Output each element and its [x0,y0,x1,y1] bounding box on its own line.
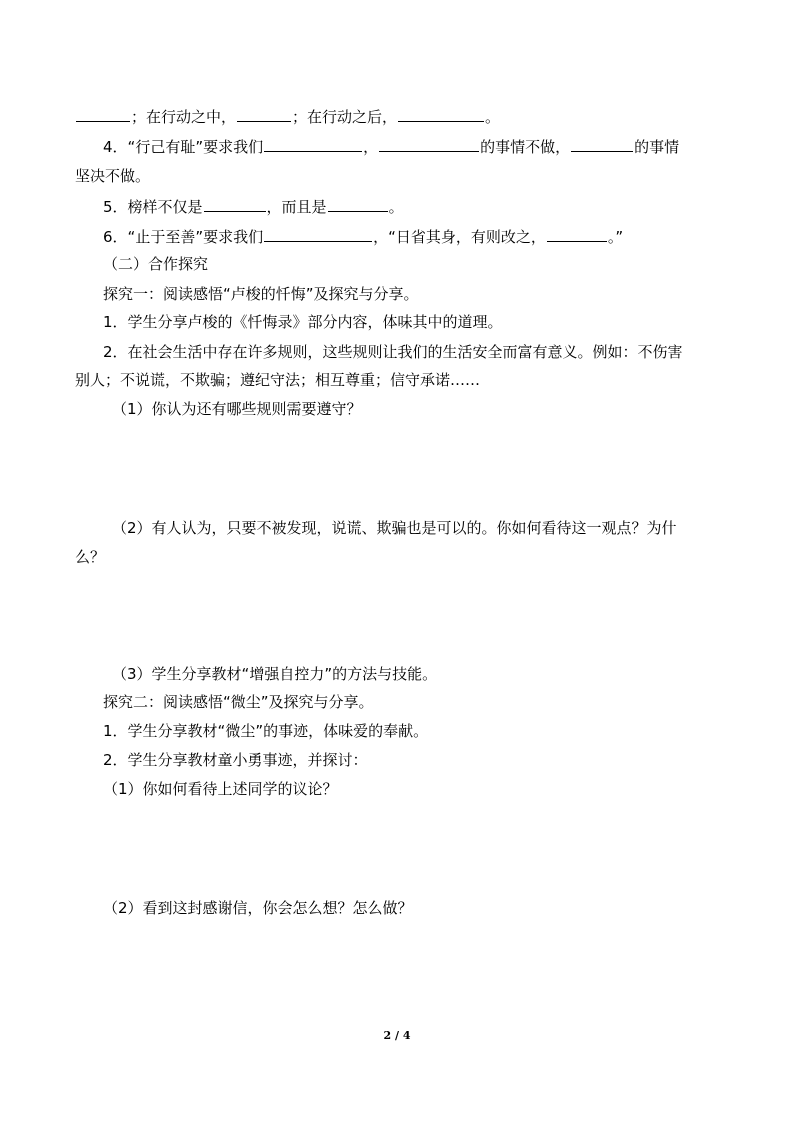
question-text: （1）你认为还有哪些规则需要遵守？ [112,400,362,418]
answer-blank[interactable] [204,196,266,212]
line-text: ， [363,138,379,156]
page-number: 2 / 4 [383,1029,411,1042]
fill-line-1 [75,106,500,126]
line-text: ；在行动之后， [292,108,398,126]
answer-blank[interactable] [76,106,130,122]
question-text: 么？ [75,548,106,566]
question-text: （2）看到这封感谢信，你会怎么想？怎么做？ [103,899,413,917]
line-text: 。 [388,198,404,216]
fill-line-5 [103,196,404,216]
answer-blank[interactable] [571,136,633,152]
line-text: 。” [607,228,624,246]
answer-blank[interactable] [379,136,479,152]
item-text: 2．在社会生活中存在许多规则，这些规则让我们的生活安全而富有意义。例如：不伤害 [103,343,683,361]
answer-blank[interactable] [264,136,362,152]
explore-one-title: 探究一：阅读感悟“卢梭的忏悔”及探究与分享。 [103,285,419,303]
item-text: 别人；不说谎，不欺骗；遵纪守法；相互尊重；信守承诺…… [75,371,481,389]
line-text: 的事情不做， [480,138,571,156]
line-text: 4．“行己有耻”要求我们 [103,138,264,156]
question-text: （1）你如何看待上述同学的议论？ [103,780,338,798]
fill-line-4-cont [75,166,150,186]
section-heading: （二）合作探究 [103,255,209,273]
line-text: ，而且是 [266,198,327,216]
explore-two-title: 探究二：阅读感悟“微尘”及探究与分享。 [103,693,374,711]
line-text: 。 [485,108,501,126]
line-text: 6．“止于至善”要求我们 [103,228,264,246]
line-text: ；在行动之中， [131,108,237,126]
line-text: 坚决不做。 [75,167,151,185]
answer-blank[interactable] [398,106,484,122]
fill-line-4 [103,136,679,156]
answer-blank[interactable] [547,226,607,242]
line-text: 5．榜样不仅是 [103,198,203,216]
line-text: ，“日省其身，有则改之， [373,228,546,246]
line-text: 的事情 [634,138,680,156]
item-text: 1．学生分享教材“微尘”的事迹，体味爱的奉献。 [103,722,429,740]
answer-blank[interactable] [328,196,388,212]
fill-line-6 [103,226,623,246]
question-text: （3）学生分享教材“增强自控力”的方法与技能。 [112,665,438,683]
answer-blank[interactable] [264,226,372,242]
item-text: 1．学生分享卢梭的《忏悔录》部分内容，体味其中的道理。 [103,313,503,331]
question-text: （2）有人认为，只要不被发现，说谎、欺骗也是可以的。你如何看待这一观点？为什 [112,519,677,537]
item-text: 2．学生分享教材童小勇事迹，并探讨： [103,751,368,769]
answer-blank[interactable] [237,106,291,122]
